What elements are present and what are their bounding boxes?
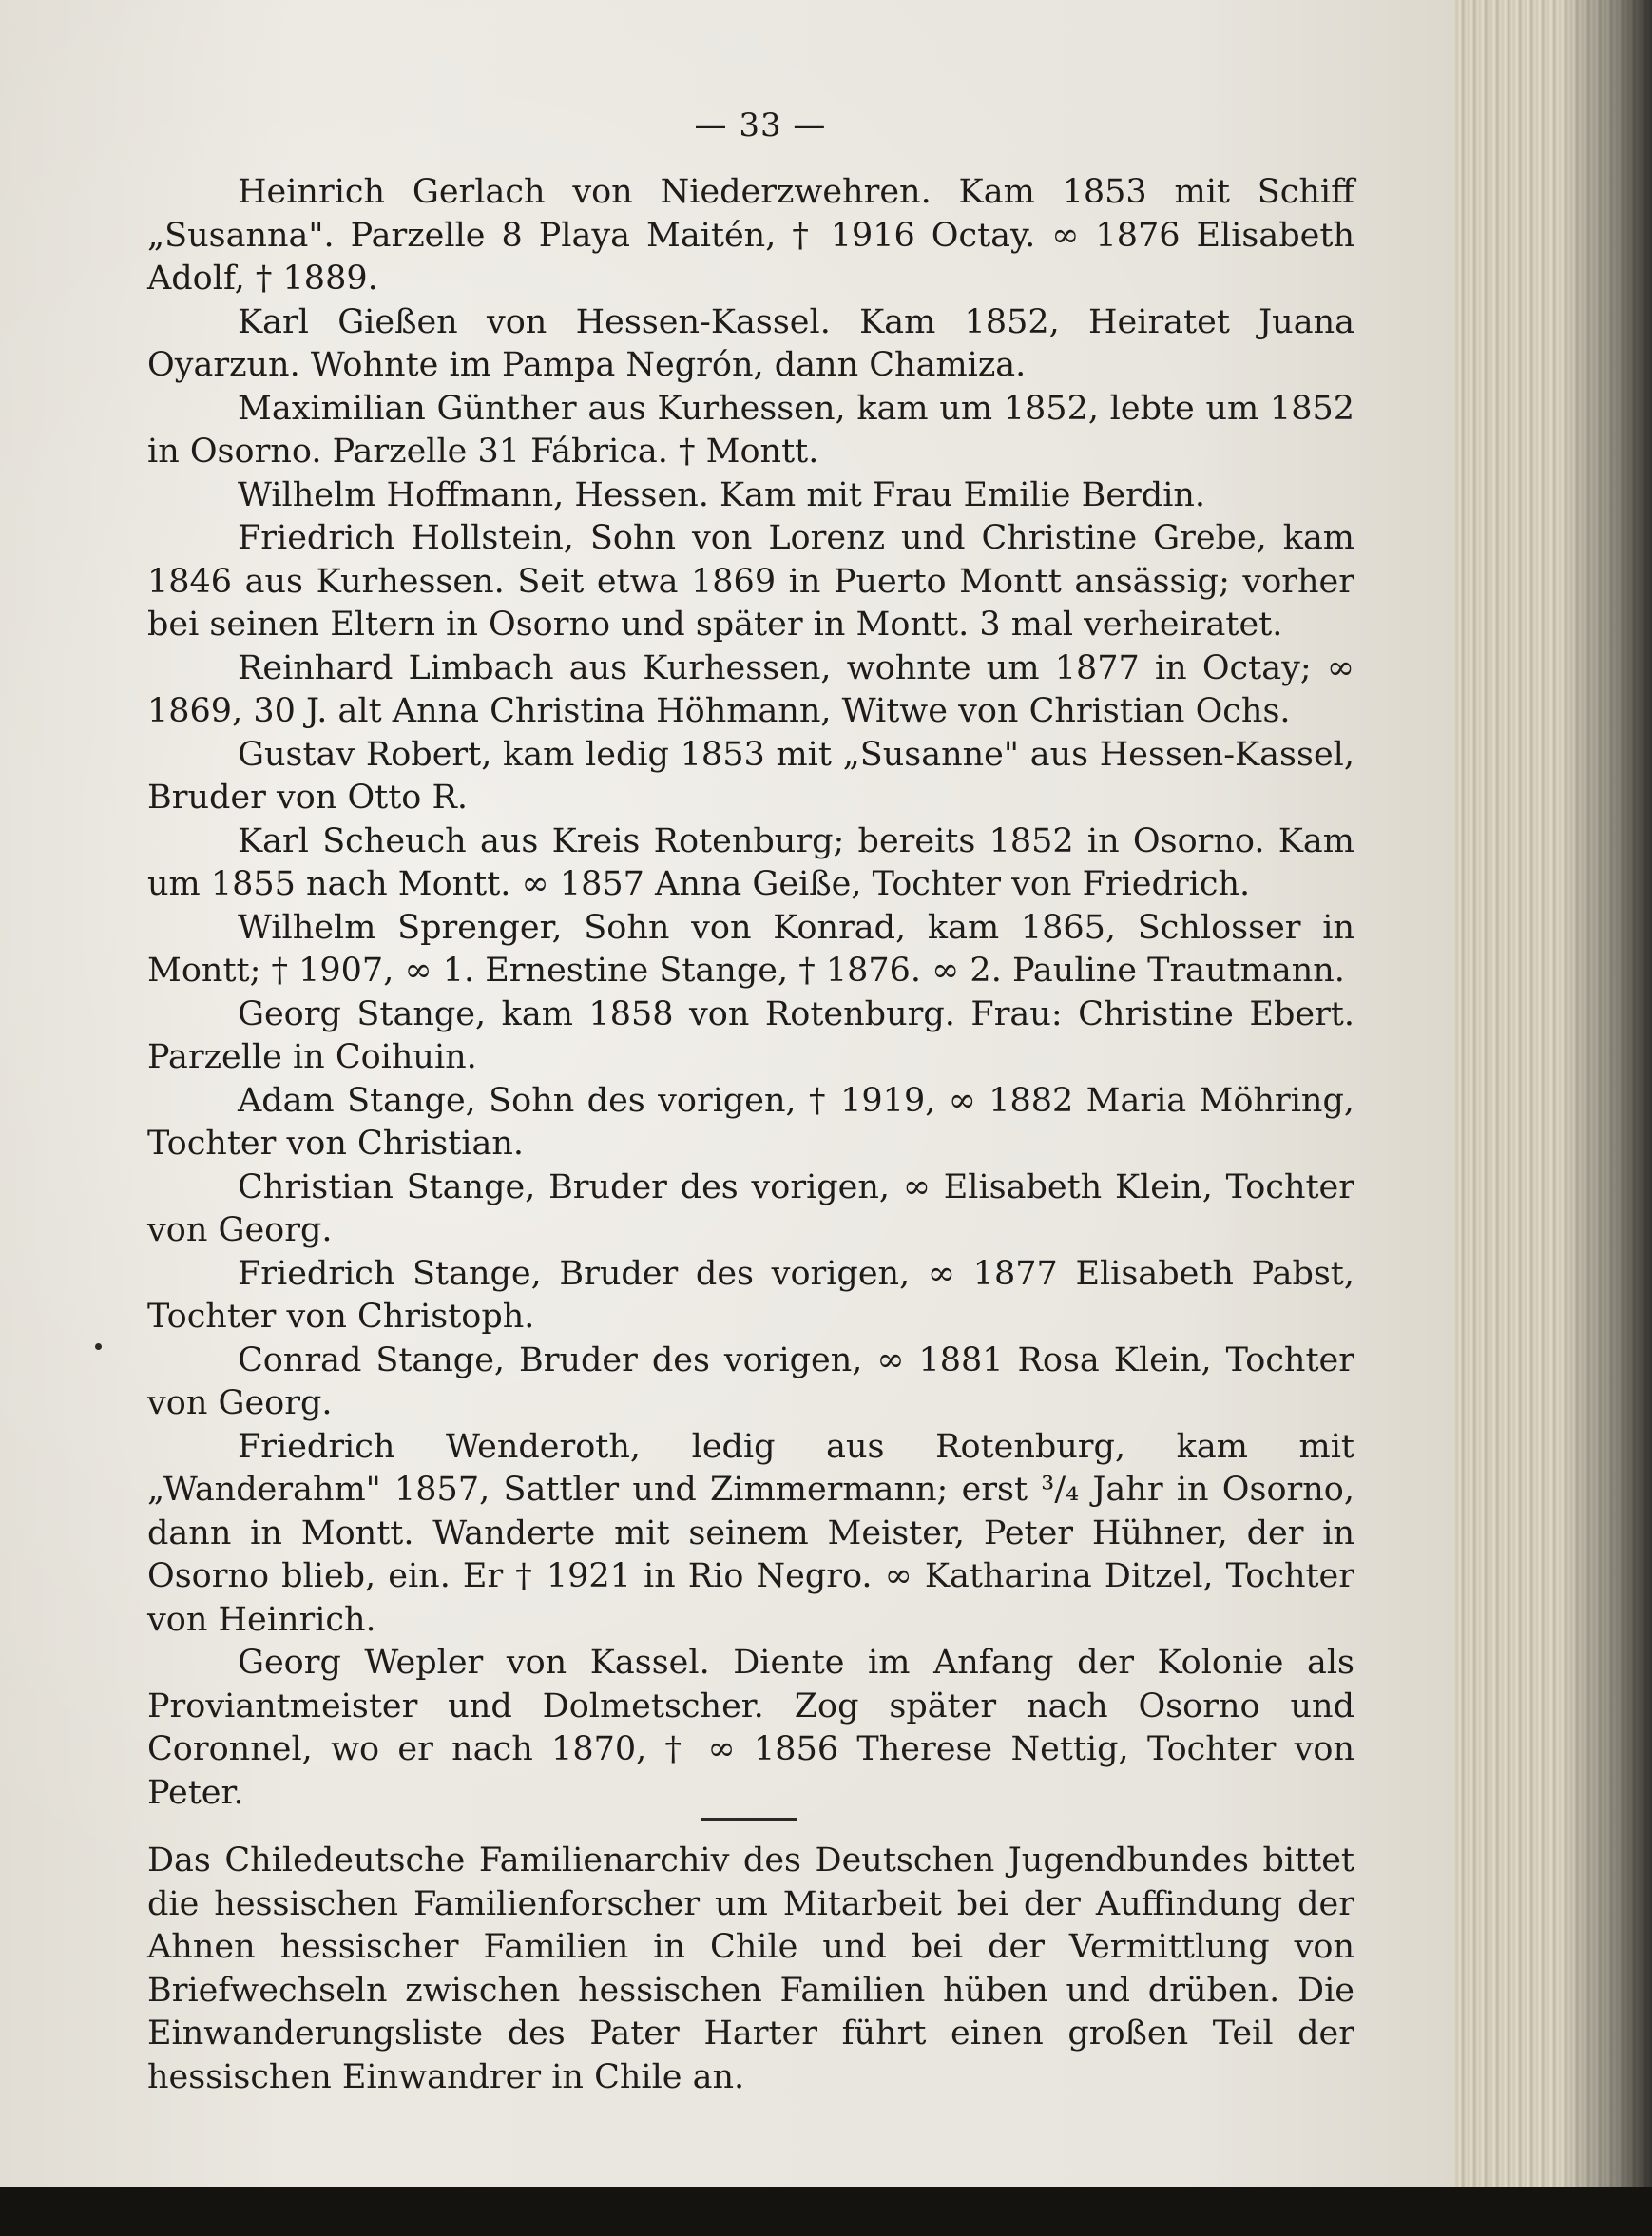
- entry-limbach: Reinhard Limbach aus Kurhessen, wohnte um 1877 in Octay; ∞ 1869, 30 J. alt Anna Christina Höhmann, Witwe von Christian Ochs.: [147, 648, 1354, 730]
- entry-hoffmann: Wilhelm Hoffmann, Hessen. Kam mit Frau Emilie Berdin.: [238, 475, 1206, 514]
- entry-friedrich-stange: Friedrich Stange, Bruder des vorigen, ∞ 1877 Elisabeth Pabst, Tochter von Christoph.: [147, 1254, 1354, 1336]
- entry-christian-stange: Christian Stange, Bruder des vorigen, ∞ Elisabeth Klein, Tochter von Georg.: [147, 1167, 1354, 1249]
- entry-georg-stange: Georg Stange, kam 1858 von Rotenburg. Frau: Christine Ebert. Parzelle in Coihuin.: [147, 994, 1354, 1076]
- entry-giessen: Karl Gießen von Hessen-Kassel. Kam 1852, Heiratet Juana Oyarzun. Wohnte im Pampa Negrón, dann Chamiza.: [147, 302, 1354, 384]
- margin-mark: [95, 1343, 102, 1350]
- entry-robert: Gustav Robert, kam ledig 1853 mit „Susanne" aus Hessen-Kassel, Bruder von Otto R.: [147, 735, 1354, 817]
- entries-list: [147, 171, 1354, 1815]
- background-surface: [0, 2187, 1652, 2236]
- entry-wenderoth: Friedrich Wenderoth, ledig aus Rotenburg, kam mit „Wanderahm" 1857, Sattler und Zimmermann; erst ³/₄ Jahr in Osorno, dann in Montt. Wanderte mit seinem Meister, Peter Hühner, der in Osorno blieb, ein. Er † 1921 in Rio Negro. ∞ Katharina Ditzel, Tochter von Heinrich.: [147, 1427, 1354, 1639]
- entry-gerlach: Heinrich Gerlach von Niederzwehren. Kam 1853 mit Schiff „Susanna". Parzelle 8 Playa Maitén, † 1916 Octay. ∞ 1876 Elisabeth Adolf, † 1889.: [147, 173, 1354, 298]
- entry-wepler: Georg Wepler von Kassel. Diente im Anfang der Kolonie als Proviantmeister und Dolmetscher. Zog später nach Osorno und Coronnel, wo er nach 1870, † ∞ 1856 Therese Nettig, Tochter von Peter.: [147, 1644, 1354, 1812]
- entry-adam-stange: Adam Stange, Sohn des vorigen, † 1919, ∞ 1882 Maria Möhring, Tochter von Christian.: [147, 1081, 1354, 1163]
- page-number: — 33 —: [694, 106, 827, 145]
- section-divider: [701, 1818, 797, 1821]
- entry-conrad-stange: Conrad Stange, Bruder des vorigen, ∞ 1881 Rosa Klein, Tochter von Georg.: [147, 1340, 1354, 1422]
- entry-hollstein: Friedrich Hollstein, Sohn von Lorenz und Christine Grebe, kam 1846 aus Kurhessen. Seit etwa 1869 in Puerto Montt ansässig; vorher bei seinen Eltern in Osorno und später in Montt. 3 mal verheiratet.: [147, 519, 1354, 644]
- entry-sprenger: Wilhelm Sprenger, Sohn von Konrad, kam 1865, Schlosser in Montt; † 1907, ∞ 1. Ernestine Stange, † 1876. ∞ 2. Pauline Trautmann.: [147, 908, 1354, 990]
- book-edge-shadow: [1559, 0, 1652, 2236]
- entry-guenther: Maximilian Günther aus Kurhessen, kam um 1852, lebte um 1852 in Osorno. Parzelle 31 Fábrica. † Montt.: [147, 389, 1354, 471]
- appeal-paragraph: Das Chiledeutsche Familienarchiv des Deutschen Jugendbundes bittet die hessischen Familienforscher um Mitarbeit bei der Auffindung der Ahnen hessischer Familien in Chile und bei der Vermittlung von Briefwechseln zwischen hessischen Familien hüben und drüben. Die Einwanderungsliste des Pater Harter führt einen großen Teil der hessischen Einwandrer in Chile an.: [147, 1841, 1354, 2096]
- entry-scheuch: Karl Scheuch aus Kreis Rotenburg; bereits 1852 in Osorno. Kam um 1855 nach Montt. ∞ 1857 Anna Geiße, Tochter von Friedrich.: [147, 821, 1354, 903]
